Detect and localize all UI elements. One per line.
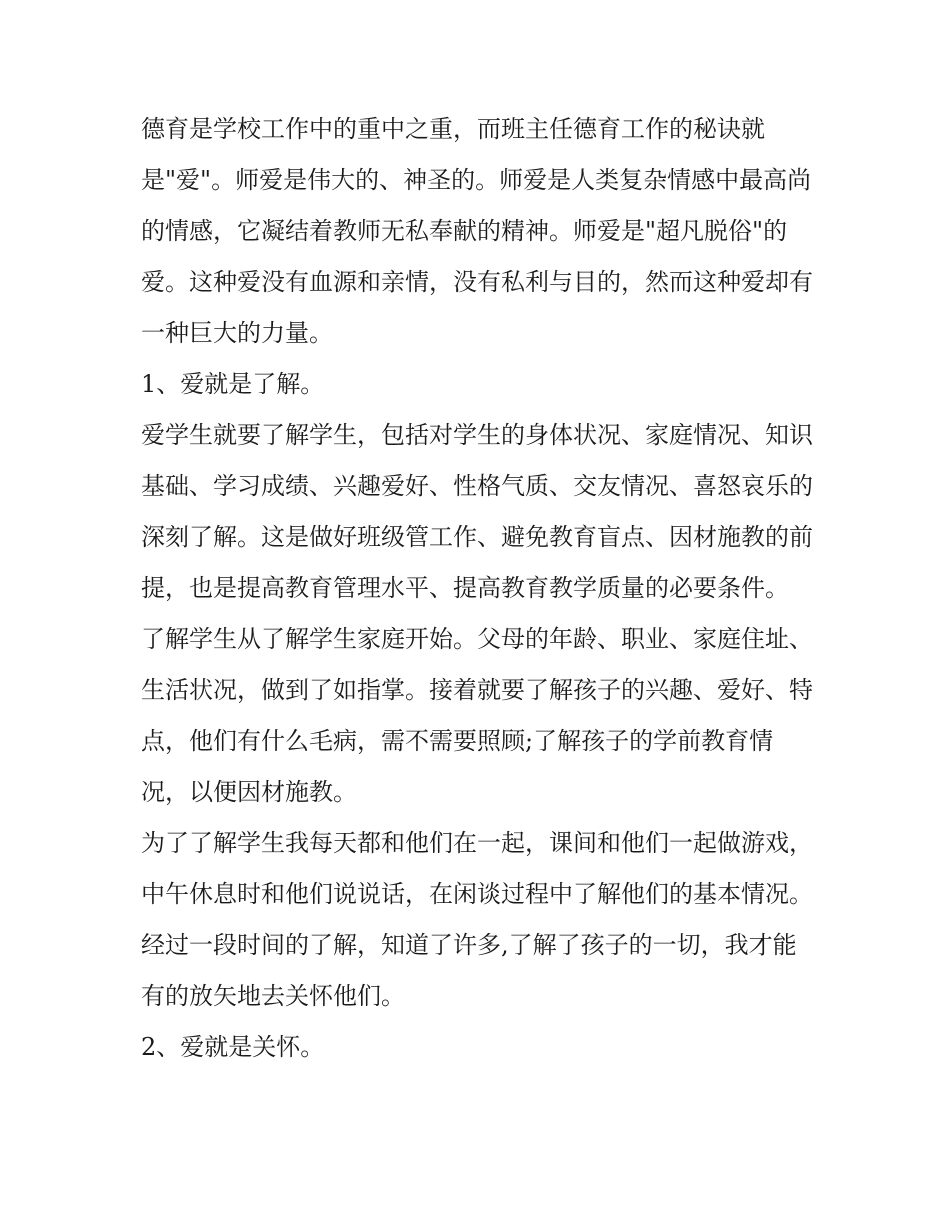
paragraph-family-background: 了解学生从了解学生家庭开始。父母的年龄、职业、家庭住址、生活状况，做到了如指掌。接着就要了解孩子的兴趣、爱好、特点，他们有什么毛病，需不需要照顾;了解孩子的学前教育情况，以便因材施教。 xyxy=(141,625,813,806)
section-heading-1: 1、爱就是了解。 xyxy=(141,370,325,398)
section-heading-2: 2、爱就是关怀。 xyxy=(141,1033,325,1061)
intro-paragraph: 德育是学校工作中的重中之重，而班主任德育工作的秘诀就是"爱"。师爱是伟大的、神圣的。师爱是人类复杂情感中最高尚的情感，它凝结着教师无私奉献的精神。师爱是"超凡脱俗"的爱。这种爱没有血源和亲情，没有私利与目的，然而这种爱却有一种巨大的力量。 xyxy=(141,115,813,347)
paragraph-daily-contact: 为了了解学生我每天都和他们在一起，课间和他们一起做游戏，中午休息时和他们说说话，在闲谈过程中了解他们的基本情况。经过一段时间的了解，知道了许多,了解了孩子的一切，我才能有的放矢地去关怀他们。 xyxy=(141,829,813,1010)
paragraph-understand-students: 爱学生就要了解学生，包括对学生的身体状况、家庭情况、知识基础、学习成绩、兴趣爱好、性格气质、交友情况、喜怒哀乐的深刻了解。这是做好班级管工作、避免教育盲点、因材施教的前提，也是提高教育管理水平、提高教育教学质量的必要条件。 xyxy=(141,421,813,602)
document-body xyxy=(141,104,813,1073)
